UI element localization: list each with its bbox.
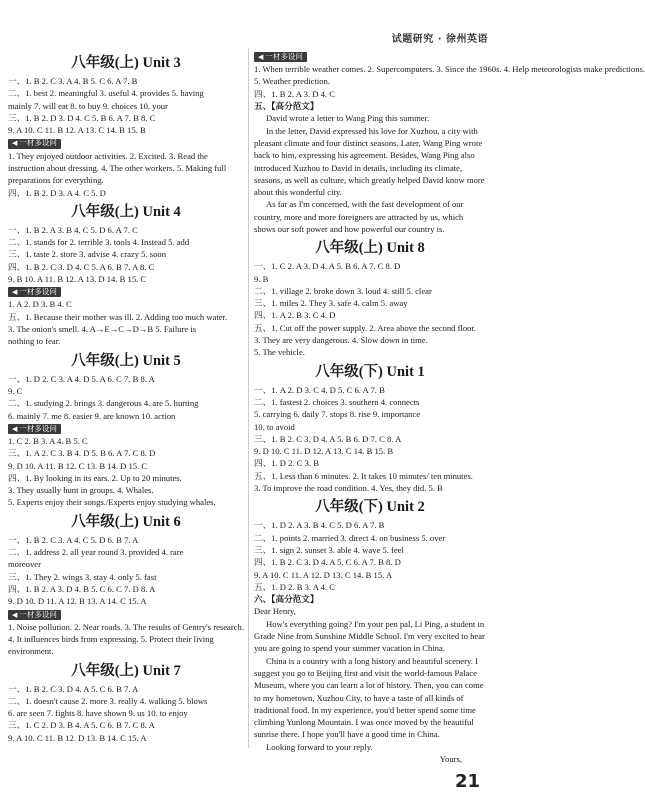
essay-paragraph: China is a country with a long history and beautiful scenery. I suggest you go to Beijing first and visit the world-famous Palace Museum, where you can learn a lot of history. Then, you can come to my hometown, Xuzhou City, to have a taste of all kinds of traditional food. In my experience, you'd better spend some time climbing Yunlong Mountain. I was once moved by the beautiful sunrise there. I hope you'll have a good time in China. xyxy=(254,655,484,740)
answer-line: 9. B xyxy=(254,273,269,284)
answer-line: 二、1. village 2. broke down 3. loud 4. still 5. clear xyxy=(254,285,432,296)
answer-line: 5. The vehicle. xyxy=(254,347,305,358)
answer-line: 五、1. Cut off the power supply. 2. Area above the second floor. xyxy=(254,322,476,333)
answer-line: 四、1. A 2. B 3. C 4. D xyxy=(254,310,336,321)
answer-line: 三、1. miles 2. They 3. safe 4. calm 5. away xyxy=(254,298,408,309)
essay-paragraph: As far as I'm concerned, with the fast development of our country, more and more foreigners are attracted by us, which shows our soft power and how powerful our country is. xyxy=(254,199,464,234)
answer-line: 三、1. sign 2. sunset 3. able 4. wave 5. feel xyxy=(254,544,404,555)
speaker-icon: ◀ xyxy=(12,139,18,148)
essay-paragraph: David wrote a letter to Wang Ping this summer. xyxy=(266,113,430,124)
answer-line: 一、1. B 2. A 3. B 4. C 5. D 6. A 7. C xyxy=(8,224,138,235)
answer-line: 二、1. best 2. meaningful 3. useful 4. provides 5. having xyxy=(8,88,204,99)
answer-line: 9. D 10. A 11. B 12. C 13. B 14. D 15. C xyxy=(8,460,148,471)
section-tag-label: 一材多设问 xyxy=(19,423,57,433)
answer-line: 四、1. D 2. C 3. B xyxy=(254,458,319,469)
page-header: 试题研究 · 徐州英语 xyxy=(391,34,488,45)
section-tag xyxy=(8,424,61,434)
section-tag-label: 一材多设问 xyxy=(19,138,57,148)
right-column xyxy=(254,50,645,765)
answer-line: 5. Weather prediction. xyxy=(254,76,330,87)
unit-title: 八年级(上) Unit 3 xyxy=(71,55,181,71)
answer-line: 一、1. A 2. D 3. C 4. D 5. C 6. A 7. B xyxy=(254,384,385,395)
answer-line: 二、1. points 2. married 3. direct 4. on business 5. over xyxy=(254,532,446,543)
answer-line: 二、1. studying 2. brings 3. dangerous 4. are 5. hurting xyxy=(8,398,199,409)
answer-line: 五、1. Because their mother was ill. 2. Adding too much water. xyxy=(8,311,228,322)
answer-line: mainly 7. will eat 8. to buy 9. choices 10. your xyxy=(8,100,168,111)
answer-line: 四、1. By looking in its ears. 2. Up to 20 minutes. xyxy=(8,472,182,483)
answer-line: 二、1. doesn't cause 2. more 3. really 4. walking 5. blows xyxy=(8,695,208,706)
section-tag xyxy=(8,139,61,149)
answer-line: 四、1. B 2. D 3. A 4. C 5. D xyxy=(8,187,106,198)
answer-line: 6. are seen 7. fights 8. have shown 9. us 10. to enjoy xyxy=(8,708,188,719)
answer-line: 3. The onion's smell. 4. A→E→C→D→B 5. Failure is xyxy=(8,324,197,335)
answer-line: 9. B 10. A 11. B 12. A 13. D 14. B 15. C xyxy=(8,274,147,284)
answer-line: 一、1. B 2. C 3. D 4. A 5. C 6. B 7. A xyxy=(8,683,139,694)
answer-line: 一、1. D 2. C 3. A 4. D 5. A 6. C 7. B 8. A xyxy=(8,373,155,384)
section-tag-label: 一材多设问 xyxy=(19,609,57,619)
answer-line: 三、1. They 2. wings 3. stay 4. only 5. fast xyxy=(8,571,157,582)
answer-line: 四、1. B 2. C 3. D 4. C 5. A 6. B 7. A 8. C xyxy=(8,261,155,272)
section-tag-label: 一材多设问 xyxy=(265,52,303,61)
section-tag xyxy=(254,52,307,62)
section-heading: 六、【高分范文】 xyxy=(254,594,319,605)
answer-line: 一、1. B 2. C 3. A 4. C 5. D 6. B 7. A xyxy=(8,534,139,545)
section-tag xyxy=(8,287,61,297)
section-tag xyxy=(8,610,61,620)
speaker-icon: ◀ xyxy=(12,424,18,433)
essay-paragraph: In the letter, David expressed his love for Xuzhou, a city with pleasant climate and four distinct seasons. Later, Wang Ping wrote back to him, expressing his agreement. Besides, Wang Ping also introduced Xuzhou to David in details, including its climate, seasons, as well as culture, which greatly helped David know more about this wonderful city. xyxy=(254,125,485,198)
answer-line: 四、1. B 2. A 3. D 4. C xyxy=(254,88,335,99)
answer-line: 9. D 10. C 11. D 12. A 13. C 14. B 15. B xyxy=(254,446,394,457)
answer-line: 5. Experts enjoy their songs./Experts enjoy studying whales. xyxy=(8,497,216,508)
answer-line: 6. mainly 7. me 8. easier 9. are known 10. action xyxy=(8,410,176,421)
answer-line: moreover xyxy=(8,559,41,570)
essay-paragraph: How's everything going? I'm your pen pal, Li Ping, a student in Grade Nine from Sunshine Middle School. I'm very excited to hear you are going to spend your summer vacation in China. xyxy=(254,618,485,654)
speaker-icon: ◀ xyxy=(12,610,18,619)
answer-line: 5. carrying 6. daily 7. stops 8. rise 9. importance xyxy=(254,409,421,420)
answer-line: 三、1. C 2. D 3. B 4. A 5. C 6. B 7. C 8. A xyxy=(8,720,155,731)
section-heading: 五、【高分范文】 xyxy=(254,101,319,112)
speaker-icon: ◀ xyxy=(12,288,18,297)
answer-line: 1. C 2. B 3. A 4. B 5. C xyxy=(8,435,88,446)
page-number: 21 xyxy=(454,771,480,792)
answer-line: 1. When terrible weather comes. 2. Supercomputers. 3. Since the 1960s. 4. Help meteorologists make predictions. xyxy=(254,64,645,75)
letter-closing: Yours, xyxy=(439,753,462,764)
answer-line: 三、1. B 2. C 3. D 4. A 5. B 6. D 7. C 8. A xyxy=(254,433,402,444)
unit-title: 八年级(下) Unit 1 xyxy=(315,363,425,380)
answer-line: 二、1. fastest 2. choices 3. southern 4. connects xyxy=(254,396,420,407)
answer-line: 3. To improve the road condition. 4. Yes, they did. 5. B xyxy=(254,483,443,494)
answer-line: 一、1. B 2. C 3. A 4. B 5. C 6. A 7. B xyxy=(8,76,138,86)
answer-line: Dear Henry, xyxy=(254,606,296,617)
answer-line: 9. A 10. C 11. B 12. D 13. B 14. C 15. A xyxy=(8,732,147,743)
answer-line: 3. They are very dangerous. 4. Slow down in time. xyxy=(254,335,428,346)
answer-line: 五、1. D 2. B 3. A 4. C xyxy=(254,581,335,592)
speaker-icon: ◀ xyxy=(258,53,264,61)
answer-line: 9. C xyxy=(8,385,23,396)
answer-line: 10. to avoid xyxy=(254,421,295,432)
unit-title: 八年级(上) Unit 4 xyxy=(71,203,181,220)
answer-line: 3. They usually hunt in groups. 4. Whales. xyxy=(8,485,154,496)
answer-line: 三、1. taste 2. store 3. advise 4. crazy 5. soon xyxy=(8,249,166,260)
column-divider xyxy=(248,48,249,748)
answer-line: 二、1. address 2. all year round 3. provided 4. rare xyxy=(8,547,184,558)
answer-line: 一、1. C 2. A 3. D 4. A 5. B 6. A 7. C 8. D xyxy=(254,261,401,272)
answer-line: 五、1. Less than 6 minutes. 2. It takes 10 minutes/ ten minutes. xyxy=(254,470,473,481)
answer-line: 一、1. D 2. A 3. B 4. C 5. D 6. A 7. B xyxy=(254,520,385,531)
answer-line: 9. D 10. D 11. A 12. B 13. A 14. C 15. A xyxy=(8,596,147,607)
answer-line: 9. A 10. C 11. A 12. D 13. C 14. B 15. A xyxy=(254,569,393,580)
answer-paragraph: 1. Noise pollution. 2. Near roads. 3. The results of Gentry's research. 4. It influences birds from expressing. 5. Protect their living environment. xyxy=(8,621,244,657)
answer-line: 四、1. B 2. A 3. D 4. B 5. C 6. C 7. D 8. A xyxy=(8,583,156,594)
left-column xyxy=(8,50,244,744)
answer-line: 四、1. B 2. C 3. D 4. A 5. C 6. A 7. B 8. D xyxy=(254,557,401,568)
unit-title: 八年级(下) Unit 2 xyxy=(315,499,425,516)
unit-title: 八年级(上) Unit 6 xyxy=(71,513,181,530)
answer-line: 三、1. B 2. D 3. D 4. C 5. B 6. A 7. B 8. C xyxy=(8,112,156,123)
unit-title: 八年级(上) Unit 8 xyxy=(315,240,425,257)
unit-title: 八年级(上) Unit 7 xyxy=(71,662,181,679)
answer-line: 三、1. A 2. C 3. B 4. D 5. B 6. A 7. C 8. D xyxy=(8,448,156,459)
answer-line: 9. A 10. C 11. B 12. A 13. C 14. B 15. B xyxy=(8,125,146,136)
section-tag-label: 一材多设问 xyxy=(19,287,57,297)
essay-paragraph: Looking forward to your reply. xyxy=(266,741,373,752)
unit-title: 八年级(上) Unit 5 xyxy=(71,352,181,369)
answer-paragraph: 1. They enjoyed outdoor activities. 2. Excited. 3. Read the instruction about dressing. 4. The other workers. 5. Making full preparations for everything. xyxy=(8,150,227,186)
answer-line: 1. A 2. D 3. B 4. C xyxy=(8,299,72,310)
answer-line: 二、1. stands for 2. terrible 3. tools 4. Instead 5. add xyxy=(8,237,190,248)
answer-line: nothing to fear. xyxy=(8,336,61,347)
